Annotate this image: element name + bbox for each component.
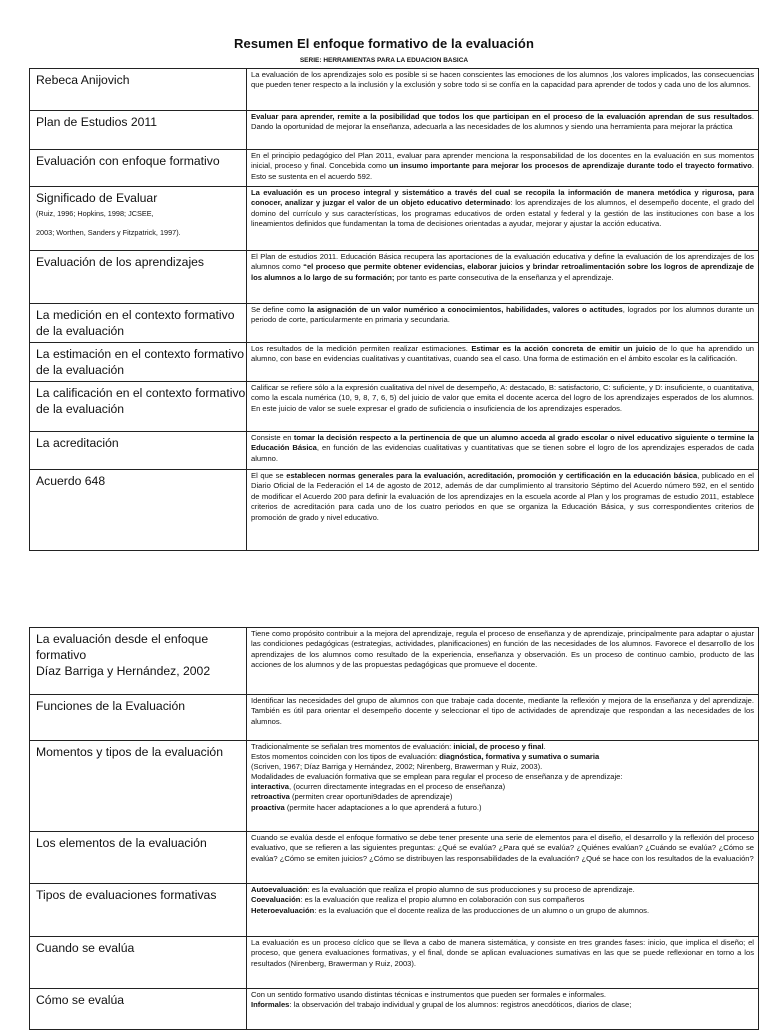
row-content-cell — [247, 304, 759, 343]
table-row — [30, 187, 759, 251]
row-content: En el principio pedagógico del Plan 2011, evaluar para aprender menciona la responsabilidad de los docentes en la evaluación en sus momentos inicial, proceso y final. Concebida como un insumo importante para mejorar los procesos de aprendizaje durante todo el trayecto formativo. Esto se sustenta en el acuerdo 592. — [251, 151, 754, 181]
row-label-cell — [30, 628, 247, 695]
row-content-cell — [247, 69, 759, 111]
row-label-cell — [30, 304, 247, 343]
emphasis-text: inicial, de proceso y final — [453, 742, 544, 751]
row-label: La calificación en el contexto formativo de la evaluación — [36, 386, 246, 416]
row-content: Identificar las necesidades del grupo de alumnos con que trabaje cada docente, mediante la reflexión y mejora de la enseñanza y del aprendizaje. También es útil para orientar el desempeño docente y seleccionar el tipo de actividades de aprendizaje que respondan a las necesidades de los alumnos. — [251, 696, 754, 726]
summary-table-1 — [29, 68, 759, 551]
row-content-cell — [247, 432, 759, 470]
row-label: Evaluación de los aprendizajes — [36, 255, 205, 269]
row-label-cell — [30, 989, 247, 1030]
table-row — [30, 251, 759, 304]
emphasis-text: un insumo importante para mejorar los procesos de aprendizaje durante todo el trayecto formativo — [389, 161, 752, 171]
row-content: Con un sentido formativo usando distintas técnicas e instrumentos que pueden ser formales e informales. Informales: la observación del trabajo individual y grupal de los alumnos: registros anecdóticos, diarios de clase; — [251, 990, 632, 1010]
table-row — [30, 470, 759, 551]
table-row — [30, 343, 759, 382]
row-label: Plan de Estudios 2011 — [36, 115, 158, 129]
row-label-cell — [30, 382, 247, 432]
emphasis-text: la asignación de un valor numérico a conocimientos, habilidades, valores o actitudes — [307, 305, 623, 314]
emphasis-text: Heteroevaluación — [251, 905, 315, 915]
row-content-cell — [247, 187, 759, 251]
row-content: Cuando se evalúa desde el enfoque formativo se debe tener presente una serie de elementos para el diseño, el desarrollo y la reflexión del proceso evaluativo, que se refieren a las siguientes preguntas: ¿Qué se evalúa? ¿Para qué se evalúa? ¿Quiénes evalúan? ¿Cuándo se evalúa? ¿Cómo se evalúa? ¿Cómo se emiten juicios? ¿Cómo se distribuyen las responsabilidades de la evaluación? ¿Qué se hace con los resultados de la evaluación? — [251, 833, 754, 863]
row-label: Momentos y tipos de la evaluación — [36, 745, 223, 759]
row-content-cell — [247, 832, 759, 884]
row-content-cell — [247, 150, 759, 187]
row-content: La evaluación es un proceso cíclico que se lleva a cabo de manera sistemática, y consiste en tres grandes fases: inicio, que implica el diseño; el proceso, que genera evaluaciones formativas, y el final, donde se aplican evaluaciones sumativas en las que se puede reflexionar en torno a los resultados (Nirenberg, Brawerman y Ruiz, 2003). — [251, 938, 754, 968]
row-content: Autoevaluación: es la evaluación que realiza el propio alumno de sus producciones y su proceso de aprendizaje. Coevaluación: es la evaluación que realiza el propio alumno en colaboración con sus compañeros Heteroevaluación: es la evaluación que el docente realiza de las producciones de un alumno o un grupo de alumnos. — [251, 885, 650, 915]
table-row — [30, 382, 759, 432]
emphasis-text: La evaluación es un proceso integral y sistemático a través del cual se recopila la información de manera metódica y rigurosa, para conocer, analizar y juzgar el valor de un objeto educativo determinado — [251, 188, 754, 208]
document-subtitle: SERIE: HERRAMIENTAS PARA LA EDUACION BASICA — [299, 57, 469, 64]
emphasis-text: Evaluar para aprender, remite a la posibilidad que todos los que participan en el proceso de la evaluación aprendan de sus resultados — [251, 112, 752, 121]
row-label-cell — [30, 251, 247, 304]
row-label-cell — [30, 937, 247, 989]
row-label: Funciones de la Evaluación — [36, 699, 186, 713]
row-label-cell — [30, 884, 247, 937]
row-label-cell — [30, 741, 247, 832]
row-content-cell — [247, 470, 759, 551]
row-content: Consiste en tomar la decisión respecto a la pertinencia de que un alumno acceda al grado escolar o nivel educativo siguiente o termine la Educación Básica, en función de las evidencias cualitativas y cuantitativas que se tienen sobre el logro de los aprendizajes esperados de cada alumno. — [251, 433, 754, 463]
row-label-cell — [30, 470, 247, 551]
row-content: Calificar se refiere sólo a la expresión cualitativa del nivel de desempeño, A: destacado, B: satisfactorio, C: suficiente, y D: insuficiente, o cuantitativa, como la escala numérica (10, 9, 8, 7, 6, 5) del juicio de valor que emita el docente acerca del logro de los aprendizajes esperados de los alumnos. En este juicio de valor se suele expresar el grado de suficiencia o insuficiencia de los aprendizajes esperados. — [251, 383, 754, 413]
emphasis-text: Coevaluación — [251, 895, 301, 905]
row-content-cell — [247, 741, 759, 832]
row-reference: (Ruiz, 1996; Hopkins, 1998; JCSEE, — [36, 209, 154, 218]
table-row — [30, 150, 759, 187]
emphasis-text: proactiva — [251, 802, 285, 812]
table-row — [30, 69, 759, 111]
emphasis-text: retroactiva — [251, 792, 290, 802]
row-label: La acreditación — [36, 436, 119, 450]
row-label-cell — [30, 432, 247, 470]
table-row — [30, 628, 759, 695]
emphasis-text: Estimar es la acción concreta de emitir un juicio — [471, 344, 656, 353]
emphasis-text: diagnóstica, formativa y sumativa o sumaria — [439, 752, 600, 762]
row-content: Se define como la asignación de un valor numérico a conocimientos, habilidades, valores o actitudes, logrados por los alumnos durante un periodo de corte, particularmente en primaria y secundaria. — [251, 305, 754, 325]
row-content-cell — [247, 989, 759, 1030]
row-content: La evaluación es un proceso integral y sistemático a través del cual se recopila la información de manera metódica y rigurosa, para conocer, analizar y juzgar el valor de un objeto educativo determinado: los aprendizajes de los alumnos, el desempeño docente, el grado del domino del currículo y sus características, los programas educativos de orden estatal y federal y la gestión de las instituciones con base a los lineamientos definidos que fundamentan la toma de decisiones orientadas a ayudar, mejorar y ajustar la acción educativa. — [251, 188, 754, 229]
row-label-cell — [30, 111, 247, 150]
emphasis-text: Autoevaluación — [251, 885, 308, 894]
document-title: Resumen El enfoque formativo de la evaluación — [234, 36, 534, 51]
table-row — [30, 304, 759, 343]
row-content-cell — [247, 382, 759, 432]
row-content-cell — [247, 251, 759, 304]
emphasis-text: tomar la decisión respecto a la pertinencia de que un alumno acceda al grado escolar o nivel educativo siguiente o termine la Educación Básica — [251, 433, 754, 453]
row-label-cell — [30, 343, 247, 382]
row-label: Acuerdo 648 — [36, 474, 106, 488]
table-row — [30, 832, 759, 884]
table-row — [30, 937, 759, 989]
row-label: Cómo se evalúa — [36, 993, 125, 1007]
row-content: Tradicionalmente se señalan tres momentos de evaluación: inicial, de proceso y final. Estos momentos coinciden con los tipos de evaluación: diagnóstica, formativa y sumativa o sumaria (Scriven, 1967; Díaz Barriga y Hernández, 2002; Nirenberg, Brawerman y Ruiz, 2003). Modalidades de evaluación formativa que se emplean para regular el proceso de enseñanza y de aprendizaje: interactiva, (ocurren directamente integradas en el proceso de enseñanza) retroactiva (permiten crear oportuni9dades de aprendizaje) proactiva (permite hacer adaptaciones a lo que aprenderá a futuro.) — [251, 742, 623, 812]
emphasis-text: interactiva — [251, 782, 289, 792]
row-content: Evaluar para aprender, remite a la posibilidad que todos los que participan en el proceso de la evaluación aprendan de sus resultados. Dando la oportunidad de mejorar la enseñanza, adecuarla a las necesidades de los alumnos y siendo una herramienta para mejorar la práctica — [251, 112, 754, 132]
row-content: El que se establecen normas generales para la evaluación, acreditación, promoción y certificación en la educación básica, publicado en el Diario Oficial de la Federación el 14 de agosto de 2012, además de dar cumplimiento al transitorio Séptimo del Acuerdo número 592, en el sentido de modificar el Acuerdo 200 para definir la evaluación de los aprendizajes en la escuela acorde al Plan y los programas de estudio 2011, establece criterios de acreditación para cada uno de los cuatro periodos en que se organiza la Educación Básica, y sus correspondientes criterios de promoción de grado y nivel educativo. — [251, 471, 754, 522]
row-content-cell — [247, 937, 759, 989]
row-label-cell — [30, 150, 247, 187]
emphasis-text: “el proceso que permite obtener evidencias, elaborar juicios y brindar retroalimentación sobre los logros de aprendizaje de los alumnos a lo largo de su formación; — [251, 262, 754, 282]
table-row — [30, 741, 759, 832]
emphasis-text: establecen normas generales para la evaluación, acreditación, promoción y certificación en la educación básica — [286, 471, 698, 480]
row-label-block — [30, 187, 246, 238]
row-label-cell — [30, 69, 247, 111]
row-content-cell — [247, 343, 759, 382]
summary-table-2 — [29, 627, 759, 1030]
row-content: El Plan de estudios 2011. Educación Básica recupera las aportaciones de la evaluación educativa y define la evaluación de los aprendizajes de los alumnos como “el proceso que permite obtener evidencias, elaborar juicios y brindar retroalimentación sobre los logros de aprendizaje de los alumnos a lo largo de su formación; por tanto es parte consecutiva de la enseñanza y el aprendizaje. — [251, 252, 754, 282]
row-content-cell — [247, 884, 759, 937]
emphasis-text: Informales — [251, 1000, 290, 1010]
row-label: Evaluación con enfoque formativo — [36, 154, 220, 168]
row-label: La estimación en el contexto formativo de la evaluación — [36, 347, 244, 377]
row-label-cell — [30, 187, 247, 251]
row-label-cell — [30, 832, 247, 884]
table-row — [30, 432, 759, 470]
row-content: La evaluación de los aprendizajes solo es posible si se hacen conscientes las emociones de los alumnos ,los valores implicados, las consecuencias que pueden tener respecto a la inclusión y la exclusión y sobre todo si se confía en la capacidad para aprender de todos y cada uno de los alumnos. — [251, 70, 754, 90]
row-content-cell — [247, 111, 759, 150]
row-label: Cuando se evalúa — [36, 941, 135, 955]
row-label: Los elementos de la evaluación — [36, 836, 207, 850]
row-label: La evaluación desde el enfoque formativo Díaz Barriga y Hernández, 2002 — [36, 632, 211, 678]
row-content-cell — [247, 695, 759, 741]
row-label: Significado de Evaluar — [36, 191, 158, 205]
row-label-cell — [30, 695, 247, 741]
row-label: La medición en el contexto formativo de la evaluación — [36, 308, 235, 338]
row-label: Rebeca Anijovich — [36, 73, 130, 87]
row-content: Los resultados de la medición permiten realizar estimaciones. Estimar es la acción concreta de emitir un juicio de lo que ha aprendido un alumno, con base en evidencias cualitativas y cuantitativas, cuando sea el caso. Una forma de estimación en el ámbito escolar es la calificación. — [251, 344, 755, 364]
row-content: Tiene como propósito contribuir a la mejora del aprendizaje, regula el proceso de enseñanza y de aprendizaje, principalmente para adaptar o ajustar las condiciones pedagógicas (estrategias, actividades, planificaciones) en función de las necesidades de los alumnos. Favorece el desarrollo de los aprendizajes de los alumnos como resultado de la experiencia, enseñanza y observación. Es un proceso de continuo cambio, producto de las acciones de los alumnos y de las propuestas pedagógicas que promueve el docente. — [251, 629, 754, 670]
row-content-cell — [247, 628, 759, 695]
table-row — [30, 989, 759, 1030]
table-row — [30, 111, 759, 150]
table-row — [30, 884, 759, 937]
table-row — [30, 695, 759, 741]
row-label: Tipos de evaluaciones formativas — [36, 888, 217, 902]
row-reference: 2003; Worthen, Sanders y Fitzpatrick, 1997). — [36, 228, 181, 237]
